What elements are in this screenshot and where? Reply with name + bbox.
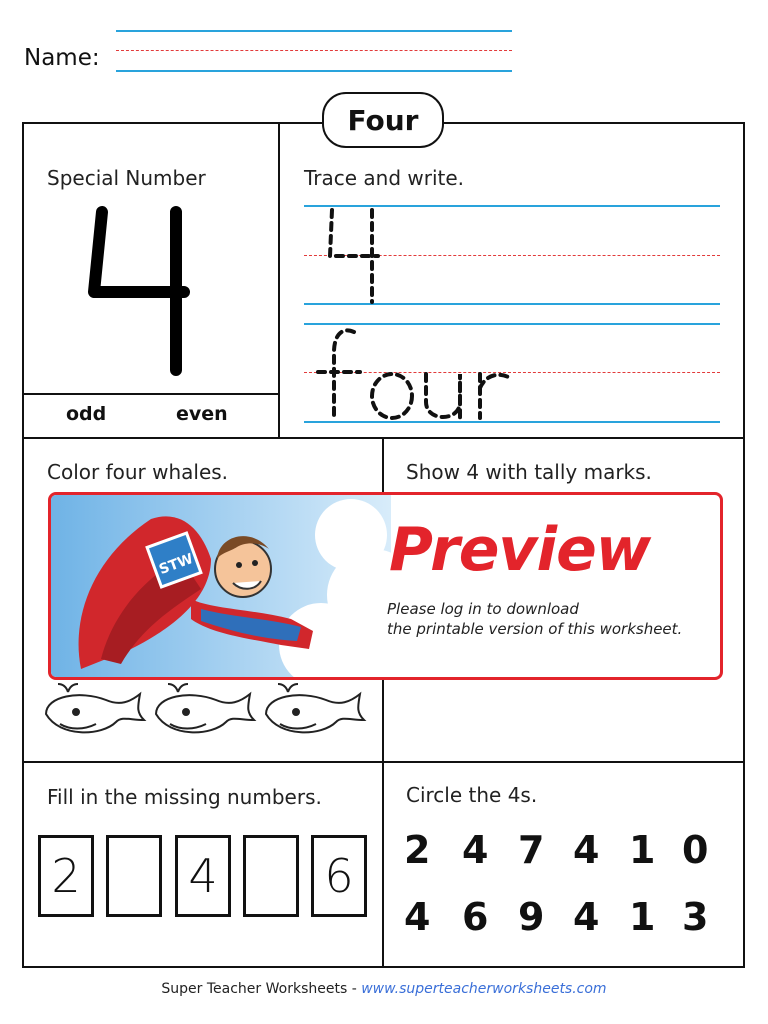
odd-option[interactable]: odd bbox=[66, 403, 107, 425]
circle-digit[interactable]: 2 bbox=[404, 828, 431, 872]
number-box: 4 bbox=[175, 835, 231, 917]
divider-odd-even bbox=[22, 393, 279, 395]
number-box-blank[interactable] bbox=[106, 835, 162, 917]
circle-digit[interactable]: 0 bbox=[682, 828, 709, 872]
circle-digit[interactable]: 4 bbox=[573, 828, 600, 872]
circle-digit[interactable]: 4 bbox=[573, 895, 600, 939]
whales-heading: Color four whales. bbox=[47, 460, 229, 484]
whale-row bbox=[40, 678, 370, 748]
preview-title: Preview bbox=[389, 515, 651, 585]
whale-1 bbox=[46, 684, 144, 732]
circle-digit[interactable]: 7 bbox=[518, 828, 545, 872]
tally-heading: Show 4 with tally marks. bbox=[406, 460, 652, 484]
number-box: 2 bbox=[38, 835, 94, 917]
divider-h-2 bbox=[22, 761, 745, 763]
footer bbox=[0, 981, 768, 997]
preview-line-1: Please log in to download bbox=[387, 600, 579, 618]
circle-digit[interactable]: 6 bbox=[462, 895, 489, 939]
big-digit-four bbox=[80, 200, 200, 380]
number-box-blank[interactable] bbox=[243, 835, 299, 917]
trace-word-four[interactable] bbox=[314, 322, 524, 422]
special-number-heading: Special Number bbox=[47, 166, 206, 190]
whale-3 bbox=[266, 684, 364, 732]
missing-heading: Fill in the missing numbers. bbox=[47, 785, 322, 809]
name-line-top bbox=[116, 30, 512, 32]
divider-h-1 bbox=[22, 437, 745, 439]
preview-banner[interactable] bbox=[48, 492, 723, 680]
footer-link[interactable]: www.superteacherworksheets.com bbox=[361, 981, 607, 997]
circle-digit[interactable]: 1 bbox=[629, 828, 656, 872]
circle-heading: Circle the 4s. bbox=[406, 783, 538, 807]
trace-heading: Trace and write. bbox=[304, 166, 465, 190]
circle-digit[interactable]: 1 bbox=[629, 895, 656, 939]
superhero-mascot-icon bbox=[61, 499, 361, 679]
mascot-badge-text: STW bbox=[156, 550, 196, 579]
page-title: Four bbox=[322, 92, 444, 148]
name-line-base[interactable] bbox=[116, 70, 512, 72]
circle-digit[interactable]: 4 bbox=[462, 828, 489, 872]
footer-text: Super Teacher Worksheets - bbox=[161, 981, 362, 997]
even-option[interactable]: even bbox=[176, 403, 228, 425]
circle-digit[interactable]: 4 bbox=[404, 895, 431, 939]
circle-digit[interactable]: 9 bbox=[518, 895, 545, 939]
circle-digit[interactable]: 3 bbox=[682, 895, 709, 939]
preview-line-2: the printable version of this worksheet. bbox=[387, 620, 683, 638]
whale-2 bbox=[156, 684, 254, 732]
divider-v-top bbox=[278, 122, 280, 438]
preview-subtitle bbox=[387, 599, 682, 639]
name-label: Name: bbox=[24, 45, 100, 71]
number-box: 6 bbox=[311, 835, 367, 917]
trace-digit-four[interactable] bbox=[320, 204, 400, 304]
name-line-mid bbox=[116, 50, 512, 51]
